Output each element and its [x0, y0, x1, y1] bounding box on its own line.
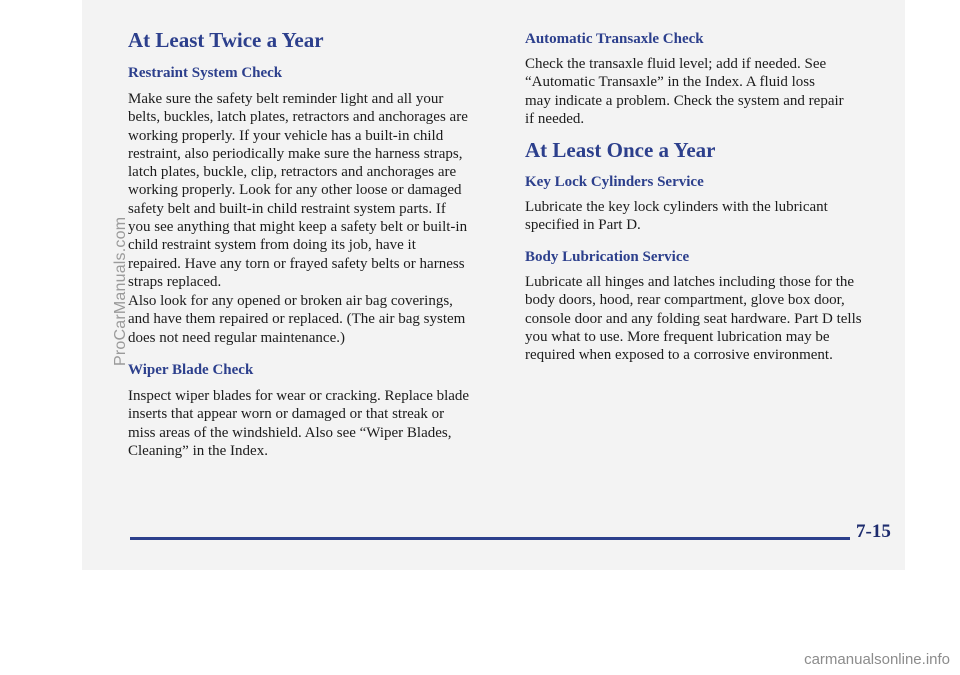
text-line: body doors, hood, rear compartment, glove box door, — [525, 292, 845, 309]
text-line: working properly. Look for any other loose or damaged — [128, 182, 462, 199]
bottom-watermark: carmanualsonline.info — [804, 651, 950, 668]
footer-rule — [130, 537, 850, 540]
text-line: you see anything that might keep a safety belt or built-in — [128, 219, 468, 236]
text-line: belts, buckles, latch plates, retractors and anchorages are — [128, 109, 468, 126]
section-title-body-lubrication: Body Lubrication Service — [525, 249, 690, 265]
text-line: required when exposed to a corrosive environment. — [525, 347, 833, 364]
text-line: latch plates, buckle, clip, retractors and anchorages are — [128, 164, 457, 181]
text-line: safety belt and built-in child restraint system parts. If — [128, 200, 446, 217]
text-line: does not need regular maintenance.) — [128, 329, 345, 346]
section-title-transaxle: Automatic Transaxle Check — [525, 31, 704, 47]
text-line: Inspect wiper blades for wear or cracking. Replace blade — [128, 388, 470, 404]
text-line: if needed. — [525, 110, 585, 127]
text-line: console door and any folding seat hardware. Part D tells — [525, 310, 862, 327]
page-number: 7-15 — [856, 521, 891, 542]
text-line: Lubricate the key lock cylinders with the lubricant — [525, 199, 828, 215]
text-line: may indicate a problem. Check the system and repair — [525, 92, 844, 109]
heading-twice-a-year: At Least Twice a Year — [128, 28, 324, 52]
paragraph-restraint-1 — [128, 90, 500, 291]
text-line: inserts that appear worn or damaged or that streak or — [128, 406, 445, 423]
heading-once-a-year: At Least Once a Year — [525, 138, 716, 162]
paragraph-body-lubrication — [525, 273, 895, 364]
text-line: repaired. Have any torn or frayed safety belts or harness — [128, 255, 465, 272]
text-line: specified in Part D. — [525, 217, 641, 234]
text-line: Cleaning” in the Index. — [128, 442, 268, 459]
paragraph-key-lock — [525, 198, 895, 235]
text-line: and have them repaired or replaced. (The air bag system — [128, 311, 466, 328]
section-title-key-lock: Key Lock Cylinders Service — [525, 174, 704, 190]
text-line: restraint, also periodically make sure the harness straps, — [128, 145, 463, 162]
text-line: Make sure the safety belt reminder light and all your — [128, 91, 444, 107]
text-line: straps replaced. — [128, 273, 222, 290]
text-line: Check the transaxle fluid level; add if needed. See — [525, 56, 827, 72]
paragraph-transaxle — [525, 55, 895, 128]
section-title-restraint: Restraint System Check — [128, 65, 283, 81]
paragraph-restraint-2 — [128, 292, 500, 347]
text-line: working properly. If your vehicle has a built-in child — [128, 127, 444, 144]
text-line: Also look for any opened or broken air bag coverings, — [128, 293, 453, 309]
section-title-wiper: Wiper Blade Check — [128, 362, 254, 378]
text-line: Lubricate all hinges and latches including those for the — [525, 274, 855, 290]
paragraph-wiper — [128, 387, 500, 460]
text-line: you what to use. More frequent lubrication may be — [525, 328, 830, 345]
text-line: miss areas of the windshield. Also see “Wiper Blades, — [128, 424, 452, 441]
text-line: “Automatic Transaxle” in the Index. A fluid loss — [525, 74, 815, 91]
text-line: child restraint system from doing its job, have it — [128, 237, 416, 254]
